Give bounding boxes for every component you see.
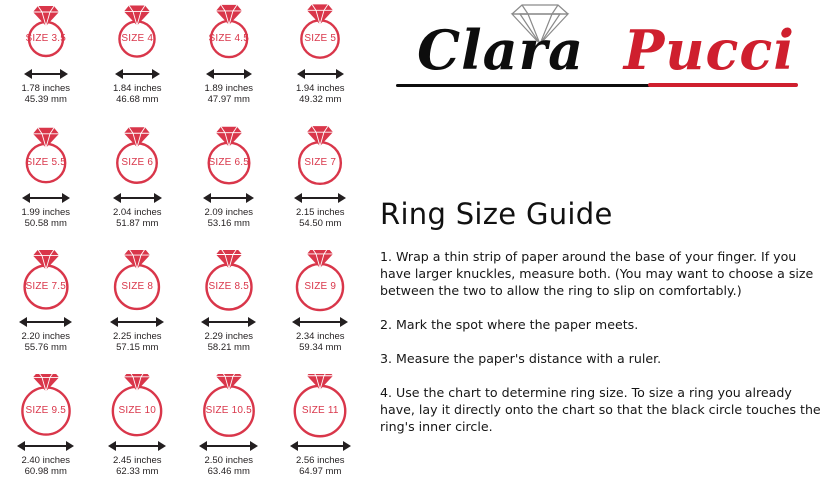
ring-size-cell[interactable] [183,250,275,374]
diameter-arrow [93,67,181,81]
ring-size-cell[interactable] [275,250,367,374]
ring-illustration [276,374,364,438]
ring-size-label: SIZE 10 [118,405,157,416]
ring-illustration [2,250,90,314]
ring-size-chart [0,0,366,501]
ring-size-label: SIZE 10.5 [205,405,252,416]
ring-size-cell[interactable] [0,250,92,374]
brand-name-first: Clara [417,18,585,82]
ring-size-cell[interactable] [0,2,92,126]
ring-size-cell[interactable] [92,374,184,498]
ring-size-label: SIZE 8.5 [208,281,249,292]
brand-logo [366,0,839,105]
diameter-inches: 2.09 inches [204,207,254,218]
ring-size-label: SIZE 9.5 [25,405,66,416]
diameter-mm: 49.32 mm [299,94,342,105]
ring-illustration [93,2,181,66]
diameter-arrow [185,191,273,205]
ring-size-label: SIZE 8 [121,281,154,292]
ring-size-cell[interactable] [0,374,92,498]
diameter-mm: 63.46 mm [207,466,250,477]
diameter-arrow [185,67,273,81]
ring-size-label: SIZE 7.5 [25,281,66,292]
chart-row [0,126,366,250]
diameter-mm: 54.50 mm [299,218,342,229]
diameter-mm: 57.15 mm [116,342,159,353]
chart-row [0,2,366,126]
diameter-inches: 2.04 inches [112,207,162,218]
ring-size-cell[interactable] [92,126,184,250]
ring-illustration [276,126,364,190]
ring-size-cell[interactable] [183,126,275,250]
diameter-arrow [185,315,273,329]
chart-row [0,374,366,498]
brand-name-second: Pucci [623,18,795,82]
ring-illustration [93,250,181,314]
ring-illustration [185,250,273,314]
ring-illustration [276,2,364,66]
diameter-inches: 2.20 inches [21,331,71,342]
ring-illustration [93,126,181,190]
ring-size-label: SIZE 7 [304,157,337,168]
ring-size-cell[interactable] [92,2,184,126]
diameter-arrow [2,439,90,453]
ring-size-label: SIZE 11 [301,405,339,416]
diameter-mm: 60.98 mm [24,466,67,477]
diameter-mm: 53.16 mm [207,218,250,229]
ring-illustration [185,374,273,438]
ring-size-cell[interactable] [92,250,184,374]
guide-step-4: 4. Use the chart to determine ring size. To size a ring you already have, lay it directly onto the chart so that the black circle touches the ring's inner circle. [380,385,821,434]
page-title: Ring Size Guide [380,197,613,231]
diameter-inches: 1.89 inches [204,83,254,94]
diameter-arrow [276,67,364,81]
diameter-mm: 64.97 mm [299,466,342,477]
diameter-arrow [276,191,364,205]
guide-panel [366,0,839,501]
diameter-arrow [185,439,273,453]
ring-illustration [2,126,90,190]
diameter-inches: 2.29 inches [204,331,254,342]
diameter-arrow [93,439,181,453]
diameter-mm: 62.33 mm [116,466,159,477]
diameter-arrow [2,67,90,81]
diameter-mm: 45.39 mm [24,94,67,105]
ring-illustration [185,126,273,190]
diameter-inches: 1.84 inches [112,83,162,94]
guide-step-3: 3. Measure the paper's distance with a ruler. [380,351,662,366]
diameter-mm: 59.34 mm [299,342,342,353]
diameter-arrow [276,315,364,329]
guide-step-1: 1. Wrap a thin strip of paper around the base of your finger. If you have larger knuckles, measure both. (You may want to choose a size between the two to allow the ring to slip on comfortably.) [380,249,814,298]
diameter-inches: 2.56 inches [295,455,345,466]
ring-size-label: SIZE 4 [121,33,154,44]
diameter-mm: 50.58 mm [24,218,67,229]
diameter-arrow [276,439,364,453]
diameter-inches: 2.45 inches [112,455,162,466]
ring-size-cell[interactable] [0,126,92,250]
diameter-mm: 58.21 mm [207,342,250,353]
chart-row [0,250,366,374]
diameter-mm: 46.68 mm [116,94,159,105]
diameter-mm: 55.76 mm [24,342,67,353]
diameter-inches: 2.40 inches [21,455,71,466]
diameter-mm: 47.97 mm [207,94,250,105]
ring-illustration [276,250,364,314]
diameter-arrow [2,191,90,205]
diameter-inches: 2.25 inches [112,331,162,342]
diameter-arrow [93,315,181,329]
diameter-inches: 1.94 inches [295,83,345,94]
ring-size-label: SIZE 4.5 [208,33,249,44]
ring-illustration [185,2,273,66]
ring-size-cell[interactable] [275,126,367,250]
diameter-arrow [93,191,181,205]
diameter-mm: 51.87 mm [116,218,159,229]
ring-illustration [93,374,181,438]
ring-size-cell[interactable] [275,374,367,498]
ring-size-cell[interactable] [275,2,367,126]
diameter-inches: 2.50 inches [204,455,254,466]
diameter-inches: 1.78 inches [21,83,71,94]
diameter-arrow [2,315,90,329]
ring-size-label: SIZE 3.5 [25,33,66,44]
ring-size-label: SIZE 6.5 [208,157,249,168]
ring-size-label: SIZE 6 [121,157,154,168]
ring-illustration [2,2,90,66]
brand-underline [396,84,796,87]
ring-size-label: SIZE 5 [304,33,337,44]
brand-wordmark [376,18,836,82]
diameter-inches: 1.99 inches [21,207,71,218]
diameter-inches: 2.34 inches [295,331,345,342]
ring-size-cell[interactable] [183,2,275,126]
ring-size-cell[interactable] [183,374,275,498]
diameter-inches: 2.15 inches [295,207,345,218]
ring-size-label: SIZE 9 [304,281,337,292]
ring-size-label: SIZE 5.5 [25,157,66,168]
ring-illustration [2,374,90,438]
guide-step-2: 2. Mark the spot where the paper meets. [380,317,639,332]
